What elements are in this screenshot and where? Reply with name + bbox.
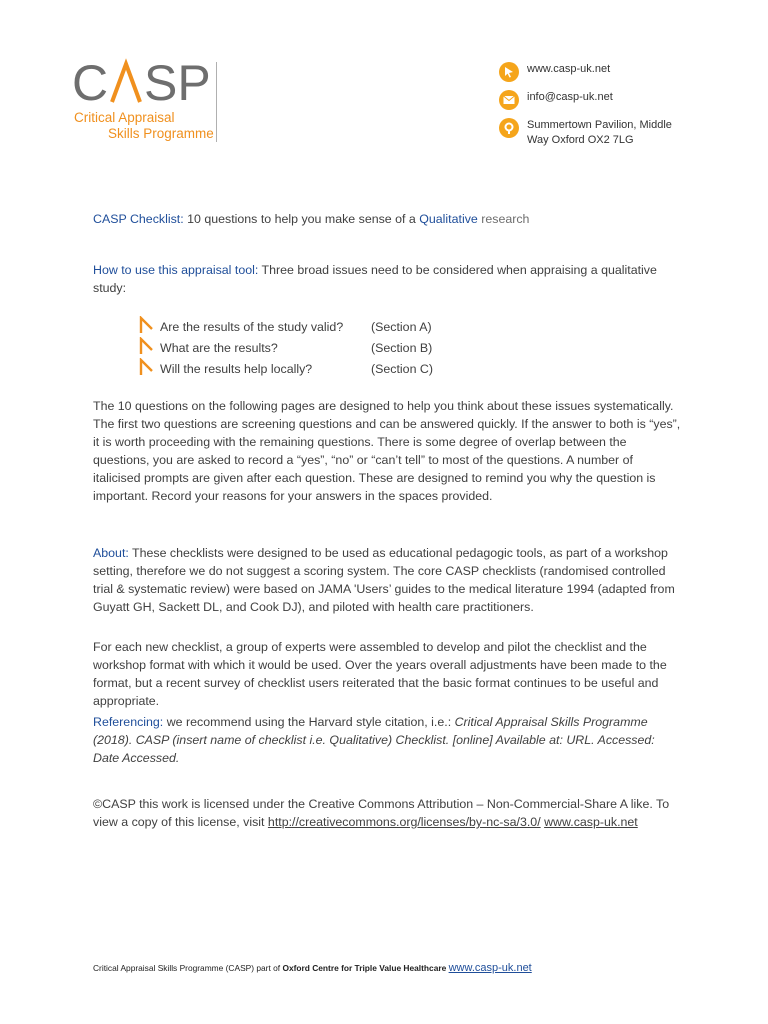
intro-paragraph: The 10 questions on the following pages are designed to help you think about these issues systematically. The first two questions are screening questions and can be answered quickly. If the answer to both is “yes”, it is worth proceeding with the remaining questions. There is some degree of overlap between the questions, you are asked to record a “yes”, “no” or “can’t tell” to most of the questions. A number of italicised prompts are given after each question. These are designed to remind you why the question is important. Record your reasons for your answers in the spaces provided. [93, 399, 681, 503]
contact-address-line2: Way Oxford OX2 7LG [527, 134, 634, 146]
referencing-citation: Critical Appraisal Skills Programme (2018). CASP (insert name of checklist i.e. Qualitative) Checklist. [online] Available at: URL. Accessed: Date Accessed. [93, 715, 655, 765]
logo-line2: Skills Programme [108, 126, 214, 141]
bullet-section: (Section A) [371, 320, 432, 334]
chevron-marker-icon [138, 358, 154, 376]
contact-email[interactable]: info@casp-uk.net [527, 91, 613, 103]
svg-text:SP: SP [144, 58, 211, 108]
checklist-title [93, 210, 683, 228]
list-item [138, 316, 498, 336]
casp-website-link[interactable]: www.casp-uk.net [544, 815, 638, 829]
page-footer [93, 962, 532, 974]
cursor-icon [499, 62, 519, 82]
contact-address-line1: Summertown Pavilion, Middle [527, 119, 672, 131]
about-paragraph [93, 544, 683, 616]
referencing-label: Referencing: [93, 715, 164, 729]
license-paragraph [93, 795, 683, 831]
footer-org: Oxford Centre for Triple Value Healthcare [282, 963, 447, 973]
logo-divider [216, 62, 217, 142]
contact-address-row [499, 118, 672, 148]
contact-email-row [499, 90, 613, 110]
list-item [138, 358, 498, 378]
title-text-after: research [477, 212, 530, 226]
logo-line1: Critical Appraisal [74, 110, 175, 125]
footer-text: Critical Appraisal Skills Programme (CASP) part of [93, 963, 283, 973]
contact-web[interactable]: www.casp-uk.net [527, 63, 611, 75]
contact-web-row [499, 62, 610, 82]
howto-text: Three broad issues need to be considered when appraising a qualitative study: [93, 263, 657, 295]
howto-paragraph [93, 261, 683, 297]
logo-wordmark-graphic [72, 58, 212, 108]
referencing-text: we recommend using the Harvard style citation, i.e.: [163, 715, 455, 729]
title-emph: Qualitative [419, 212, 478, 226]
list-item [138, 337, 498, 357]
bullet-section: (Section B) [371, 341, 433, 355]
logo-wordmark [72, 58, 212, 116]
checklist-paragraph: For each new checklist, a group of experts were assembled to develop and pilot the checklist and the workshop format with which it would be used. Over the years overall adjustments have been made to the format, but a recent survey of checklist users reiterated that the basic format continues to be useful and appropriate. [93, 640, 667, 708]
svg-text:C: C [72, 58, 109, 108]
title-text-before: 10 questions to help you make sense of a [183, 212, 420, 226]
chevron-marker-icon [138, 337, 154, 355]
casp-logo [72, 58, 222, 144]
about-label: About: [93, 546, 129, 560]
howto-label: How to use this appraisal tool: [93, 263, 259, 277]
referencing-paragraph [93, 713, 683, 767]
footer-link[interactable]: www.casp-uk.net [448, 962, 532, 974]
bullet-question: Will the results help locally? [160, 362, 313, 376]
chevron-marker-icon [138, 316, 154, 334]
title-label: CASP Checklist: [93, 212, 184, 226]
bullet-section: (Section C) [371, 362, 433, 376]
about-text: These checklists were designed to be used as educational pedagogic tools, as part of a workshop setting, therefore we do not suggest a scoring system. The core CASP checklists (randomised controlled trial & systematic review) were based on JAMA 'Users’ guides to the medical literature 1994 (adapted from Guyatt GH, Sackett DL, and Cook DJ), and piloted with health care practitioners. [93, 546, 675, 614]
bullet-question: Are the results of the study valid? [160, 320, 344, 334]
envelope-icon [499, 90, 519, 110]
contact-address [527, 118, 672, 148]
license-link[interactable]: http://creativecommons.org/licenses/by-nc-sa/3.0/ [267, 815, 541, 829]
location-icon [499, 118, 519, 138]
license-text: ©CASP this work is licensed under the Creative Commons Attribution – Non-Commercial-Share A like. To view a copy of this license, visit [93, 797, 670, 829]
bullet-question: What are the results? [160, 341, 278, 355]
